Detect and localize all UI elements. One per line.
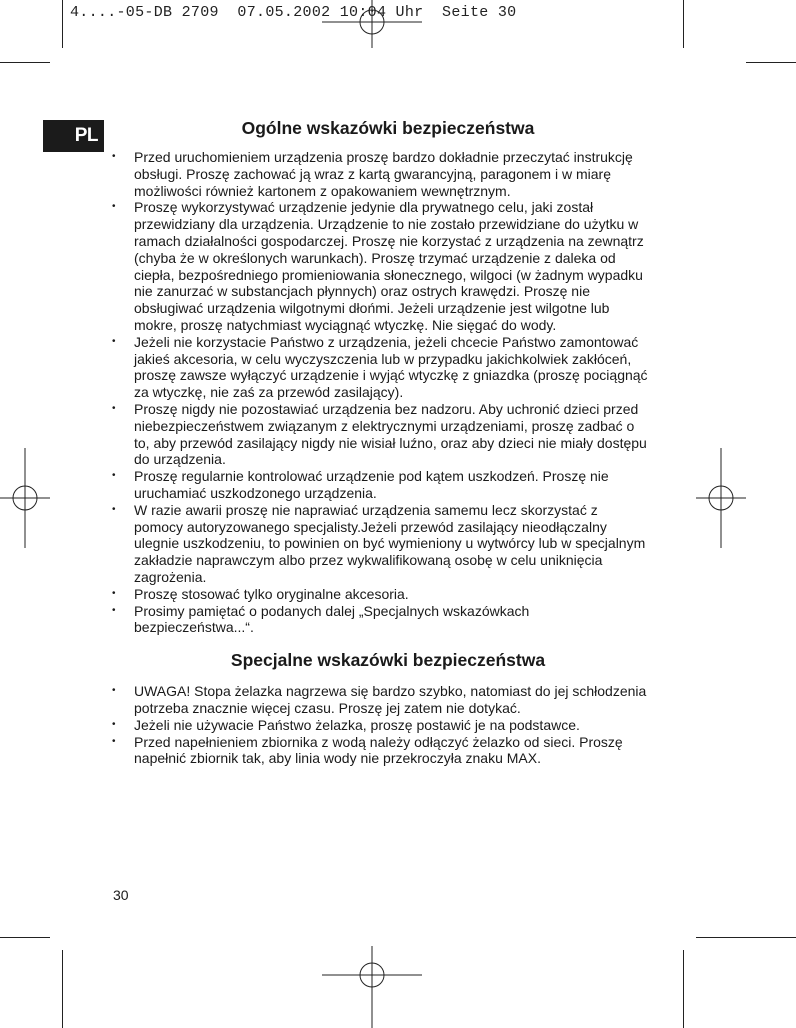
list-item: • UWAGA! Stopa żelazka nagrzewa się bardzo szybko, natomiast do jej schłodzenia potrzeba znacznie więcej czasu. Proszę jej zatem nie dotykać. [108,683,648,717]
list-item: • Przed uruchomieniem urządzenia proszę bardzo dokładnie przeczytać instrukcję obsługi. Proszę zachować ją wraz z kartą gwarancyjną, paragonem i w miarę możliwości również kartonem z opakowaniem wewnętrznym. [108,149,648,199]
list-item: • Jeżeli nie korzystacie Państwo z urządzenia, jeżeli chcecie Państwo zamontować jakieś akcesoria, w celu wyczyszczenia lub w przypadku jakichkolwiek zakłóceń, proszę zawsze wyłączyć urządzenie i wyjąć wtyczkę z gniazdka (proszę pociągnąć za wtyczkę, nie zaś za przewód zasilający). [108,334,648,401]
list-item: • Proszę nigdy nie pozostawiać urządzenia bez nadzoru. Aby uchronić dzieci przed niebezpieczeństwem związanym z elektrycznymi urządzeniami, proszę zadbać o to, aby przewód zasilający nigdy nie wisiał luźno, oraz aby dzieci nie miały dostępu do urządzenia. [108,401,648,468]
registration-mark-bottom [322,946,422,1028]
crop-mark-bottom-left-h [0,937,50,938]
crop-mark-bottom-left-v [62,950,63,1028]
list-item: • Prosimy pamiętać o podanych dalej „Specjalnych wskazówkach bezpieczeństwa...“. [108,603,648,637]
list-item: • Przed napełnieniem zbiornika z wodą należy odłączyć żelazko od sieci. Proszę napełnić zbiornik tak, aby linia wody nie przekroczyła znaku MAX. [108,734,648,768]
list-item: • W razie awarii proszę nie naprawiać urządzenia samemu lecz skorzystać z pomocy autoryzowanego specjalisty.Jeżeli przewód zasilający nieodłączalny ulegnie uszkodzeniu, to powinien on być wymieniony u wytwórcy lub w specjalnym zakładzie naprawczym albo przez wykwalifikowaną osobę w celu uniknięcia zagrożenia. [108,502,648,586]
general-safety-list [108,149,648,636]
registration-mark-right [696,448,746,548]
registration-mark-left [0,448,50,548]
crop-mark-top-left-h [0,62,50,63]
crop-mark-top-right-h [746,62,796,63]
crop-mark-bottom-right-v [683,950,684,1028]
print-header: 4....-05-DB 2709 07.05.2002 10:04 Uhr Seite 30 [70,4,517,21]
crop-mark-top-right-v [683,0,684,48]
crop-mark-top-left-v [62,0,63,48]
list-item: • Proszę regularnie kontrolować urządzenie pod kątem uszkodzeń. Proszę nie uruchamiać uszkodzonego urządzenia. [108,468,648,502]
special-safety-list [108,683,648,767]
list-item: • Jeżeli nie używacie Państwo żelazka, proszę postawić je na podstawce. [108,717,648,734]
crop-mark-bottom-right-h [696,937,796,938]
language-tab: PL [43,120,104,152]
list-item: • Proszę stosować tylko oryginalne akcesoria. [108,586,648,603]
page-number: 30 [113,887,129,903]
section-title-special-safety: Specjalne wskazówki bezpieczeństwa [230,650,546,671]
section-title-general-safety: Ogólne wskazówki bezpieczeństwa [241,118,535,138]
main-content [108,118,648,767]
list-item: • Proszę wykorzystywać urządzenie jedynie dla prywatnego celu, jaki został przewidziany dla urządzenia. Urządzenie to nie zostało przewidziane do użytku w ramach działalności gospodarczej. Proszę nie korzystać z urządzenia na zewnątrz (chyba że w określonych warunkach). Proszę trzymać urządzenie z daleka od ciepła, bezpośredniego promieniowania słonecznego, wilgoci (w żadnym wypadku nie zanurzać w substancjach płynnych) oraz ostrych krawędzi. Proszę nie obsługiwać urządzenia wilgotnymi dłońmi. Jeżeli urządzenie jest wilgotne lub mokre, proszę natychmiast wyciągnąć wtyczkę. Nie sięgać do wody. [108,199,648,333]
registration-mark-top [322,0,422,50]
